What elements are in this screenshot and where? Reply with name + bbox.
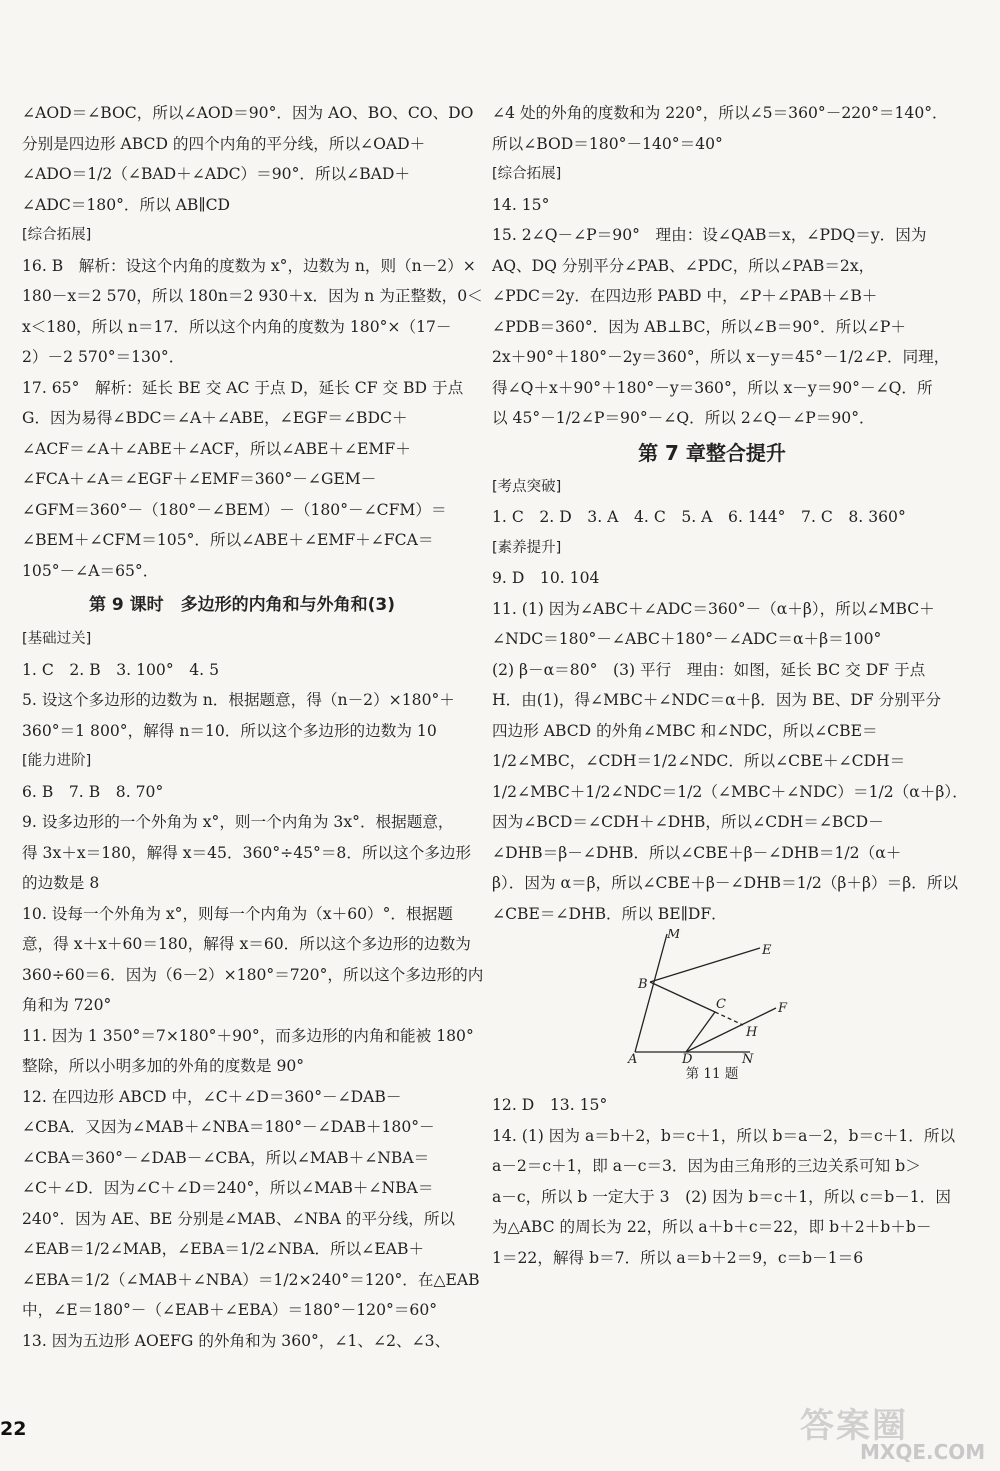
text-line: 1/2∠MBC＋1/2∠NDC＝1/2（∠MBC＋∠NDC）＝1/2（α＋β）．	[492, 782, 968, 801]
label-C: C	[716, 997, 726, 1012]
page-number: 22	[0, 1418, 27, 1440]
text-line: 以 45°－1/2∠P＝90°－∠Q．所以 2∠Q－∠P＝90°．	[492, 409, 875, 427]
text-line: 360°＝1 800°，解得 n＝10．所以这个多边形的边数为 10	[22, 721, 437, 740]
lesson-title: 第 9 课时 多边形的内角和与外角和(3)	[88, 595, 396, 615]
text-line: ∠ADC＝180°．所以 AB∥CD	[22, 195, 231, 214]
text-line: 四边形 ABCD 的外角∠MBC 和∠NDC，所以∠CBE＝	[492, 721, 878, 740]
line-DF	[686, 1008, 776, 1052]
text-line: H．由(1)，得∠MBC＋∠NDC＝α＋β．因为 BE、DF 分别平分	[492, 691, 942, 709]
text-line: G．因为易得∠BDC＝∠A＋∠ABE，∠EGF＝∠BDC＋	[22, 409, 408, 427]
text-line: ∠PDB＝360°．因为 AB⊥BC，所以∠B＝90°．所以∠P＋	[492, 317, 906, 336]
text-line: ∠ACF＝∠A＋∠ABE＋∠ACF，所以∠ABE＋∠EMF＋	[22, 439, 411, 458]
label-A: A	[628, 1052, 638, 1064]
text-line: 240°．因为 AE、BE 分别是∠MAB、∠NBA 的平分线，所以	[22, 1209, 456, 1228]
text-line: a－c，所以 b 一定大于 3 (2) 因为 b＝c＋1，所以 c＝b－1．因	[492, 1187, 951, 1206]
text-line: 9. 设多边形的一个外角为 x°，则一个内角为 3x°．根据题意，	[22, 813, 454, 831]
line-CH	[715, 1012, 743, 1025]
label-F: F	[778, 1001, 788, 1016]
text-line: a－2＝c＋1，即 a－c＝3．因为由三角形的三边关系可知 b＞	[492, 1157, 921, 1175]
left-column	[22, 98, 484, 1356]
line-BE	[650, 948, 760, 982]
section-label: [综合拓展]	[22, 227, 92, 243]
section-label: [素养提升]	[492, 539, 562, 556]
text-line: 因为∠BCD＝∠CDH＋∠DHB，所以∠CDH＝∠BCD－	[492, 813, 884, 831]
text-line: 17. 65° 解析：延长 BE 交 AC 于点 D，延长 CF 交 BD 于点	[22, 378, 464, 397]
text-line: 1. C 2. D 3. A 4. C 5. A 6. 144° 7. C 8. 360°	[492, 508, 906, 526]
text-line: 角和为 720°	[22, 996, 112, 1014]
text-line: ∠BEM＋∠CFM＝105°．所以∠ABE＋∠EMF＋∠FCA＝	[22, 531, 434, 549]
right-column	[492, 98, 968, 1273]
text-line: ∠ADO＝1/2（∠BAD＋∠ADC）＝90°．所以∠BAD＋	[22, 165, 411, 183]
text-line: β）．因为 α＝β，所以∠CBE＋β－∠DHB＝1/2（β＋β）＝β．所以	[492, 874, 959, 892]
text-line: 360÷60＝6．因为（6－2）×180°＝720°，所以这个多边形的内	[22, 965, 484, 984]
text-line: 得 3x＋x＝180，解得 x＝45．360°÷45°＝8．所以这个多边形	[22, 843, 472, 862]
figure-svg	[612, 929, 812, 1064]
text-line: 6. B 7. B 8. 70°	[22, 782, 164, 801]
text-line: ∠CBA＝360°－∠DAB－∠CBA，所以∠MAB＋∠NBA＝	[22, 1148, 430, 1167]
text-line: 得∠Q＋x＋90°＋180°－y＝360°，所以 x－y＝90°－∠Q．所	[492, 378, 933, 397]
text-line: 11. 因为 1 350°＝7×180°＋90°，而多边形的内角和能被 180°	[22, 1026, 474, 1045]
text-line: ∠FCA＋∠A＝∠EGF＋∠EMF＝360°－∠GEM－	[22, 470, 377, 488]
figure-caption: 第 11 题	[685, 1066, 739, 1082]
text-line: 16. B 解析：设这个内角的度数为 x°，边数为 n，则（n－2）×	[22, 256, 476, 275]
text-line: AQ、DQ 分别平分∠PAB、∠PDC，所以∠PAB＝2x，	[492, 256, 875, 275]
geometry-figure	[492, 929, 932, 1064]
text-line: 1. C 2. B 3. 100° 4. 5	[22, 660, 219, 679]
text-line: ∠GFM＝360°－（180°－∠BEM）－（180°－∠CFM）＝	[22, 500, 447, 519]
text-line: 12. D 13. 15°	[492, 1096, 608, 1114]
text-line: x＜180，所以 n＝17．所以这个内角的度数为 180°×（17－	[22, 317, 452, 336]
text-line: 13. 因为五边形 AOEFG 的外角和为 360°，∠1、∠2、∠3、	[22, 1331, 451, 1350]
text-line: ∠DHB＝β－∠DHB．所以∠CBE＋β－∠DHB＝1/2（α＋	[492, 843, 902, 862]
section-label: [综合拓展]	[492, 166, 562, 182]
text-line: ∠AOD＝∠BOC，所以∠AOD＝90°．因为 AO、BO、CO、DO	[22, 104, 474, 122]
label-E: E	[762, 943, 772, 958]
text-line: 15. 2∠Q－∠P＝90° 理由：设∠QAB＝x，∠PDQ＝y．因为	[492, 226, 927, 244]
text-line: 5. 设这个多边形的边数为 n．根据题意，得（n－2）×180°＋	[22, 691, 455, 709]
text-line: (2) β－α＝80° (3) 平行 理由：如图，延长 BC 交 DF 于点	[492, 660, 926, 679]
text-line: 10. 设每一个外角为 x°，则每一个内角为（x＋60）°．根据题	[22, 904, 453, 923]
label-N: N	[742, 1052, 754, 1064]
text-line: 分别是四边形 ABCD 的四个内角的平分线，所以∠OAD＋	[22, 134, 426, 153]
chapter-title: 第 7 章整合提升	[638, 440, 786, 465]
text-line: 180－x＝2 570，所以 180n＝2 930＋x．因为 n 为正整数，0＜	[22, 287, 483, 305]
watermark-site: MXQE.COM	[860, 1440, 986, 1464]
text-line: ∠EBA＝1/2（∠MAB＋∠NBA）＝1/2×240°＝120°．在△EAB	[22, 1270, 480, 1289]
text-line: ∠4 处的外角的度数和为 220°，所以∠5＝360°－220°＝140°．	[492, 104, 948, 122]
watermark-title: 答案圈	[800, 1406, 908, 1446]
text-line: 1/2∠MBC，∠CDH＝1/2∠NDC．所以∠CBE＋∠CDH＝	[492, 752, 906, 770]
section-label: [考点突破]	[492, 478, 562, 495]
text-line: 1＝22，解得 b＝7．所以 a＝b＋2＝9，c＝b－1＝6	[492, 1248, 864, 1267]
text-line: 中，∠E＝180°－（∠EAB＋∠EBA）＝180°－120°＝60°	[22, 1301, 438, 1319]
text-line: 9. D 10. 104	[492, 569, 600, 587]
text-line: 14. 15°	[492, 195, 550, 214]
text-line: 12. 在四边形 ABCD 中，∠C＋∠D＝360°－∠DAB－	[22, 1087, 402, 1106]
text-line: 所以∠BOD＝180°－140°＝40°	[492, 134, 723, 153]
text-line: 2）－2 570°＝130°．	[22, 348, 185, 366]
right-bottom-block	[492, 1090, 956, 1273]
text-line: ∠CBA．又因为∠MAB＋∠NBA＝180°－∠DAB＋180°－	[22, 1118, 435, 1136]
text-line: 整除，所以小明多加的外角的度数是 90°	[22, 1057, 305, 1075]
section-label: [能力进阶]	[22, 753, 92, 769]
label-B: B	[638, 977, 648, 992]
line-MA	[635, 934, 667, 1052]
text-line: ∠CBE＝∠DHB．所以 BE∥DF．	[492, 904, 727, 923]
section-label: [基础过关]	[22, 631, 92, 647]
right-mid-block	[492, 472, 968, 930]
text-line: ∠PDC＝2y．在四边形 PABD 中，∠P＋∠PAB＋∠B＋	[492, 287, 878, 305]
text-line: 的边数是 8	[22, 874, 100, 892]
text-line: ∠NDC＝180°－∠ABC＋180°－∠ADC＝α＋β＝100°	[492, 630, 882, 648]
text-line: ∠EAB＝1/2∠MAB，∠EBA＝1/2∠NBA．所以∠EAB＋	[22, 1240, 425, 1258]
label-M: M	[667, 929, 681, 942]
text-line: 意，得 x＋x＋60＝180，解得 x＝60．所以这个多边形的边数为	[22, 935, 471, 953]
line-CD	[686, 1012, 715, 1052]
text-line: 105°－∠A＝65°．	[22, 561, 159, 580]
right-top-block	[492, 98, 950, 434]
text-line: ∠C＋∠D．因为∠C＋∠D＝240°，所以∠MAB＋∠NBA＝	[22, 1179, 434, 1197]
text-line: 2x＋90°＋180°－2y＝360°，所以 x－y＝45°－1/2∠P．同理，	[492, 348, 950, 366]
label-D: D	[682, 1052, 693, 1064]
label-H: H	[746, 1025, 758, 1040]
text-line: 11. (1) 因为∠ABC＋∠ADC＝360°－（α＋β），所以∠MBC＋	[492, 599, 935, 618]
text-line: 为△ABC 的周长为 22，所以 a＋b＋c＝22，即 b＋2＋b＋b－	[492, 1218, 932, 1236]
line-BC	[650, 982, 715, 1012]
text-line: 14. (1) 因为 a＝b＋2，b＝c＋1，所以 b＝a－2，b＝c＋1．所以	[492, 1126, 956, 1145]
